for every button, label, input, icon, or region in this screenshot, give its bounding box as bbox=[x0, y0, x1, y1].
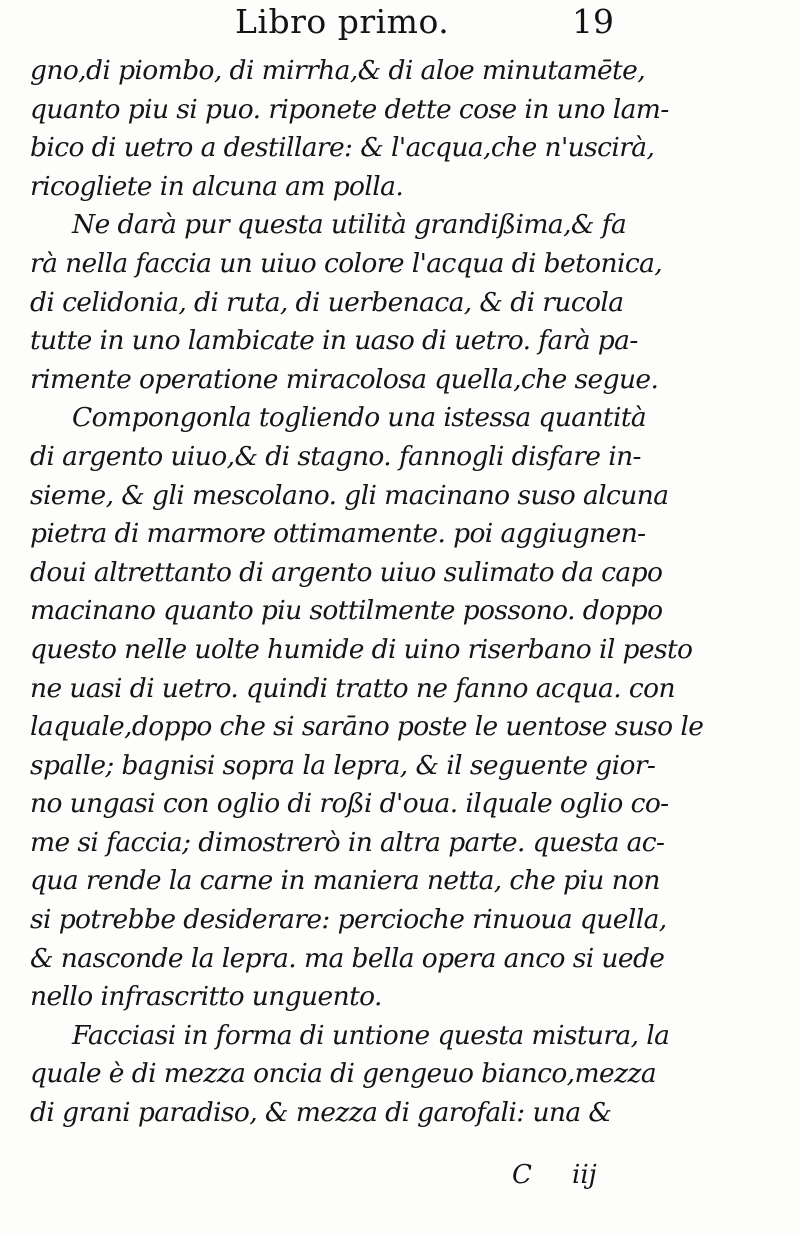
text-line: me si faccia; dimostrerò in altra parte. questa ac- bbox=[30, 826, 665, 858]
text-line: pietra di marmore ottimamente. poi aggiugnen- bbox=[30, 518, 646, 550]
text-line: di argento uiuo,& di stagno. fannogli disfare in- bbox=[30, 440, 641, 472]
text-line: ne uasi di uetro. quindi tratto ne fanno acqua. con bbox=[30, 672, 675, 704]
text-line: macinano quanto piu sottilmente possono. doppo bbox=[30, 595, 663, 627]
text-line: doui altrettanto di argento uiuo sulimato da capo bbox=[30, 556, 663, 588]
text-line: qua rende la carne in maniera netta, che piu non bbox=[30, 865, 660, 897]
text-line: sieme, & gli mescolano. gli macinano suso alcuna bbox=[30, 479, 669, 511]
text-line: no ungasi con oglio di roßi d'oua. ilquale oglio co- bbox=[30, 788, 669, 820]
text-line: quanto piu si puo. riponete dette cose in uno lam- bbox=[30, 93, 669, 125]
text-line: tutte in uno lambicate in uaso di uetro. farà pa- bbox=[30, 325, 638, 357]
text-line: rimente operatione miracolosa quella,che segue. bbox=[30, 363, 659, 395]
running-title: Libro primo. bbox=[235, 2, 450, 41]
text-line: nello infrascritto unguento. bbox=[30, 981, 382, 1013]
paragraph-start-line: Ne darà pur questa utilità grandißima,& fa bbox=[72, 209, 627, 241]
text-line: ricogliete in alcuna am polla. bbox=[30, 170, 404, 202]
signature-mark bbox=[20, 1160, 780, 1200]
text-line: di grani paradiso, & mezza di garofali: una & bbox=[30, 1097, 612, 1129]
text-line: si potrebbe desiderare: percioche rinuoua quella, bbox=[30, 904, 667, 936]
text-line: gno,di piombo, di mirrha,& di aloe minutamēte, bbox=[30, 55, 646, 86]
signature-number: iij bbox=[572, 1160, 597, 1190]
text-line: rà nella faccia un uiuo colore l'acqua di betonica, bbox=[30, 247, 663, 279]
page-number: 19 bbox=[572, 2, 614, 41]
text-line: quale è di mezza oncia di gengeuo bianco,mezza bbox=[30, 1058, 657, 1090]
text-line: di celidonia, di ruta, di uerbenaca, & di rucola bbox=[30, 286, 624, 318]
text-line: spalle; bagnisi sopra la lepra, & il seguente gior- bbox=[30, 749, 656, 781]
running-head bbox=[20, 0, 780, 46]
text-line: laquale,doppo che si sarāno poste le uentose suso le bbox=[30, 711, 704, 743]
paragraph-start-line: Compongonla togliendo una istessa quantità bbox=[72, 402, 647, 434]
text-line: bico di uetro a destillare: & l'acqua,che n'uscirà, bbox=[30, 132, 655, 164]
text-line: questo nelle uolte humide di uino riserbano il pesto bbox=[30, 633, 693, 665]
body-text bbox=[30, 52, 750, 1133]
signature-letter: C bbox=[512, 1160, 532, 1190]
paragraph-start-line: Facciasi in forma di untione questa mistura, la bbox=[72, 1019, 670, 1051]
text-line: & nasconde la lepra. ma bella opera anco si uede bbox=[30, 942, 665, 974]
